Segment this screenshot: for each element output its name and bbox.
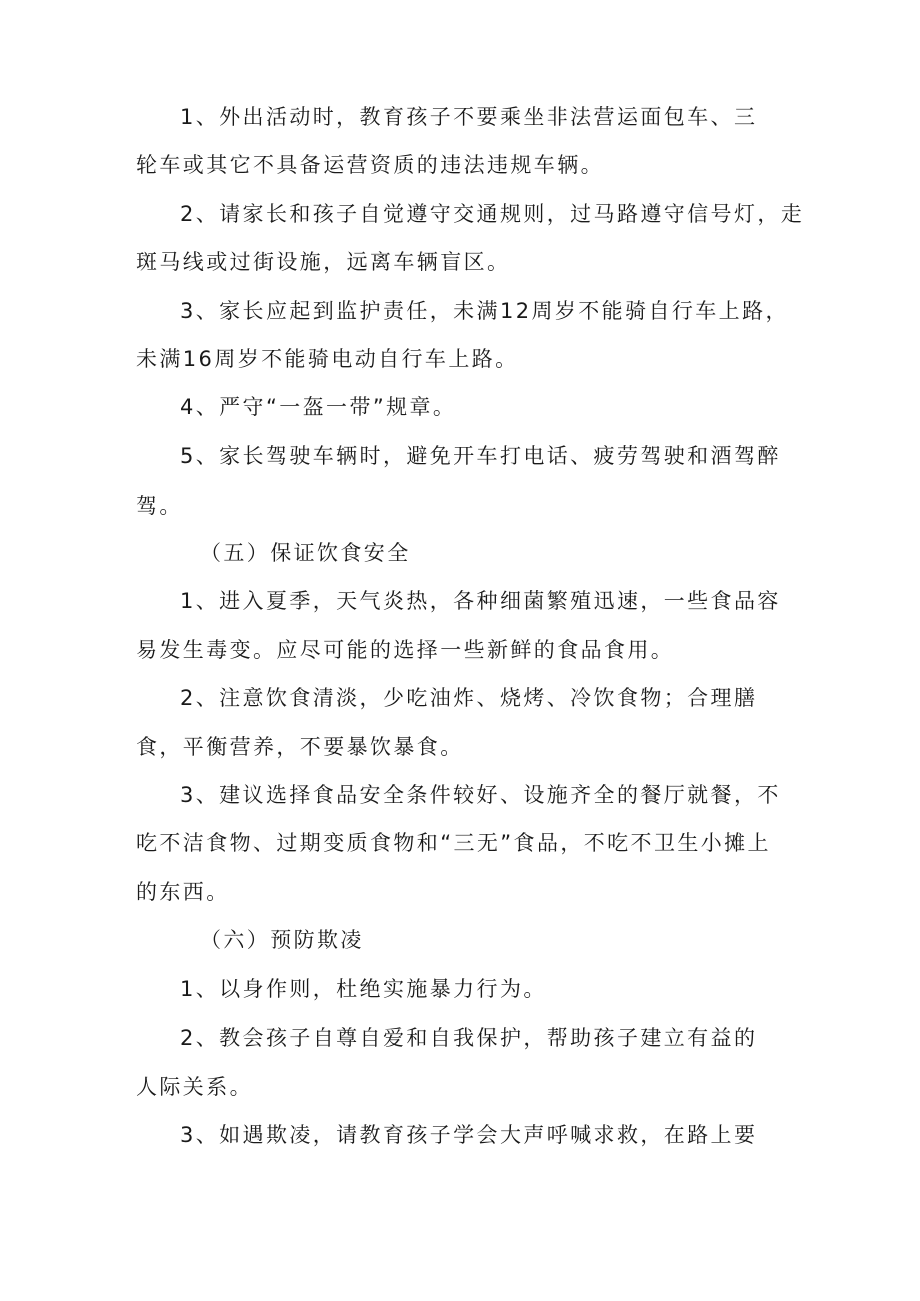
paragraph-line: 人际关系。	[136, 1075, 253, 1099]
paragraph-line: 3、家长应起到监护责任，未满12周岁不能骑自行车上路，	[180, 299, 789, 323]
paragraph-line: 斑马线或过街设施，远离车辆盲区。	[136, 250, 511, 274]
paragraph-line: 4、严守“一盔一带”规章。	[180, 395, 457, 419]
paragraph-line: 1、进入夏季，天气炎热，各种细菌繁殖迅速，一些食品容	[180, 589, 781, 613]
paragraph-line: 的东西。	[136, 880, 230, 904]
paragraph-line: 1、以身作则，杜绝实施暴力行为。	[180, 977, 547, 1001]
paragraph-line: 5、家长驾驶车辆时，避免开车打电话、疲劳驾驶和酒驾醉	[180, 444, 781, 468]
paragraph-line: 驾。	[136, 494, 183, 518]
paragraph-line: 3、如遇欺凌，请教育孩子学会大声呼喊求救，在路上要	[180, 1123, 758, 1147]
paragraph-line: 3、建议选择食品安全条件较好、设施齐全的餐厅就餐，不	[180, 783, 781, 807]
paragraph-line: 吃不洁食物、过期变质食物和“三无”食品，不吃不卫生小摊上	[136, 831, 771, 855]
paragraph-line: 1、外出活动时，教育孩子不要乘坐非法营运面包车、三	[180, 105, 758, 129]
section-heading-six: （六）预防欺凌	[200, 928, 364, 952]
paragraph-line: 2、教会孩子自尊自爱和自我保护，帮助孩子建立有益的	[180, 1026, 758, 1050]
paragraph-line: 食，平衡营养，不要暴饮暴食。	[136, 735, 464, 759]
paragraph-line: 易发生毒变。应尽可能的选择一些新鲜的食品食用。	[136, 638, 675, 662]
paragraph-line: 2、注意饮食清淡，少吃油炸、烧烤、冷饮食物；合理膳	[180, 686, 758, 710]
paragraph-line: 2、请家长和孩子自觉遵守交通规则，过马路遵守信号灯，走	[180, 202, 805, 226]
paragraph-line: 未满16周岁不能骑电动自行车上路。	[136, 347, 519, 371]
section-heading-five: （五）保证饮食安全	[200, 541, 411, 565]
paragraph-line: 轮车或其它不具备运营资质的违法违规车辆。	[136, 153, 604, 177]
